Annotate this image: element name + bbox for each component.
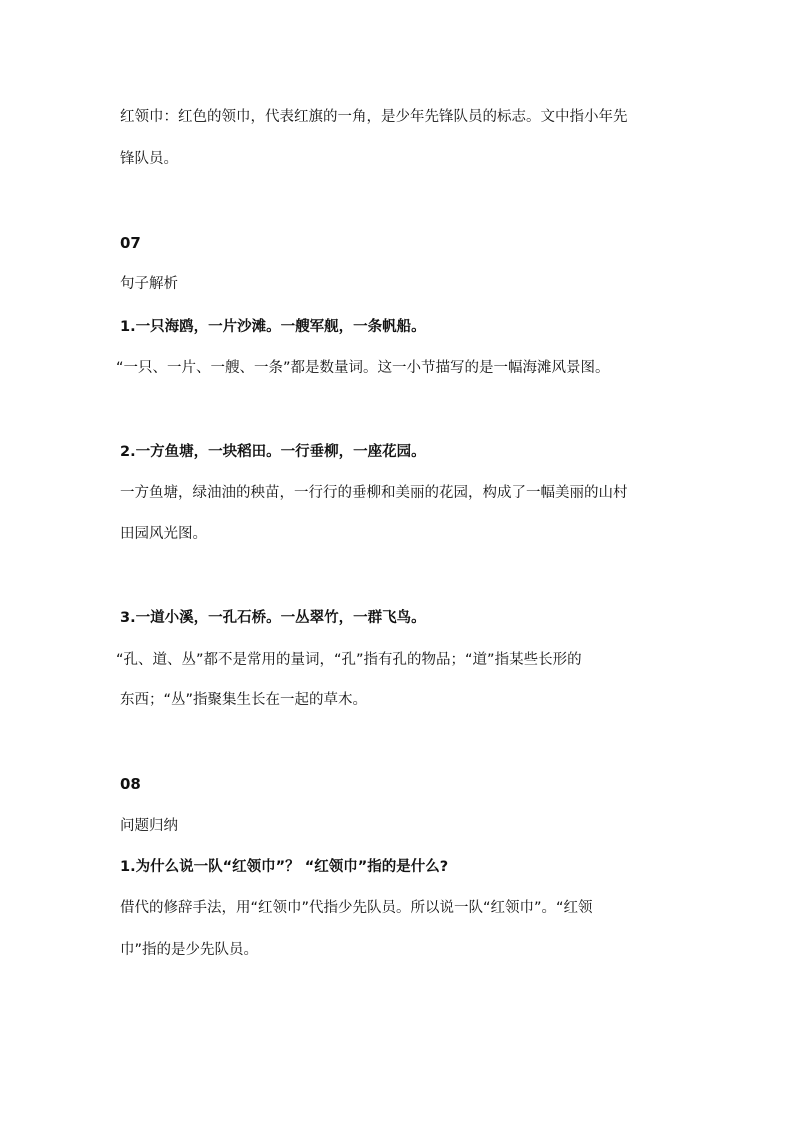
item-text-08-1-line-2: 巾”指的是少先队员。 [120,942,259,958]
item-text-07-3-line-2: 东西；“丛”指聚集生长在一起的草木。 [120,692,368,708]
item-text-07-2-line-1: 一方鱼塘，绿油油的秧苗，一行行的垂柳和美丽的花园，构成了一幅美丽的山村 [120,485,628,501]
item-heading-08-1: 1.为什么说一队“红领巾”？ “红领巾”指的是什么? [120,859,449,875]
section-title-08: 问题归纳 [120,818,178,834]
item-text-07-2-line-2: 田园风光图。 [120,526,207,542]
section-number-07: 07 [120,234,141,252]
section-title-07: 句子解析 [120,276,178,292]
item-heading-07-1: 1.一只海鸥，一片沙滩。一艘军舰，一条帆船。 [120,319,426,335]
item-text-07-1-line-1: “一只、一片、一艘、一条”都是数量词。这一小节描写的是一幅海滩风景图。 [116,360,610,376]
item-heading-07-2: 2.一方鱼塘，一块稻田。一行垂柳，一座花园。 [120,444,426,460]
intro-text-line-2: 锋队员。 [120,151,178,167]
item-text-07-3-line-1: “孔、道、丛”都不是常用的量词，“孔”指有孔的物品；“道”指某些长形的 [116,652,582,668]
item-heading-07-3: 3.一道小溪，一孔石桥。一丛翠竹，一群飞鸟。 [120,610,426,626]
item-text-08-1-line-1: 借代的修辞手法，用“红领巾”代指少先队员。所以说一队“红领巾”。“红领 [120,900,593,916]
intro-text-line-1: 红领巾：红色的领巾，代表红旗的一角，是少年先锋队员的标志。文中指小年先 [120,109,628,125]
section-number-08: 08 [120,775,141,793]
